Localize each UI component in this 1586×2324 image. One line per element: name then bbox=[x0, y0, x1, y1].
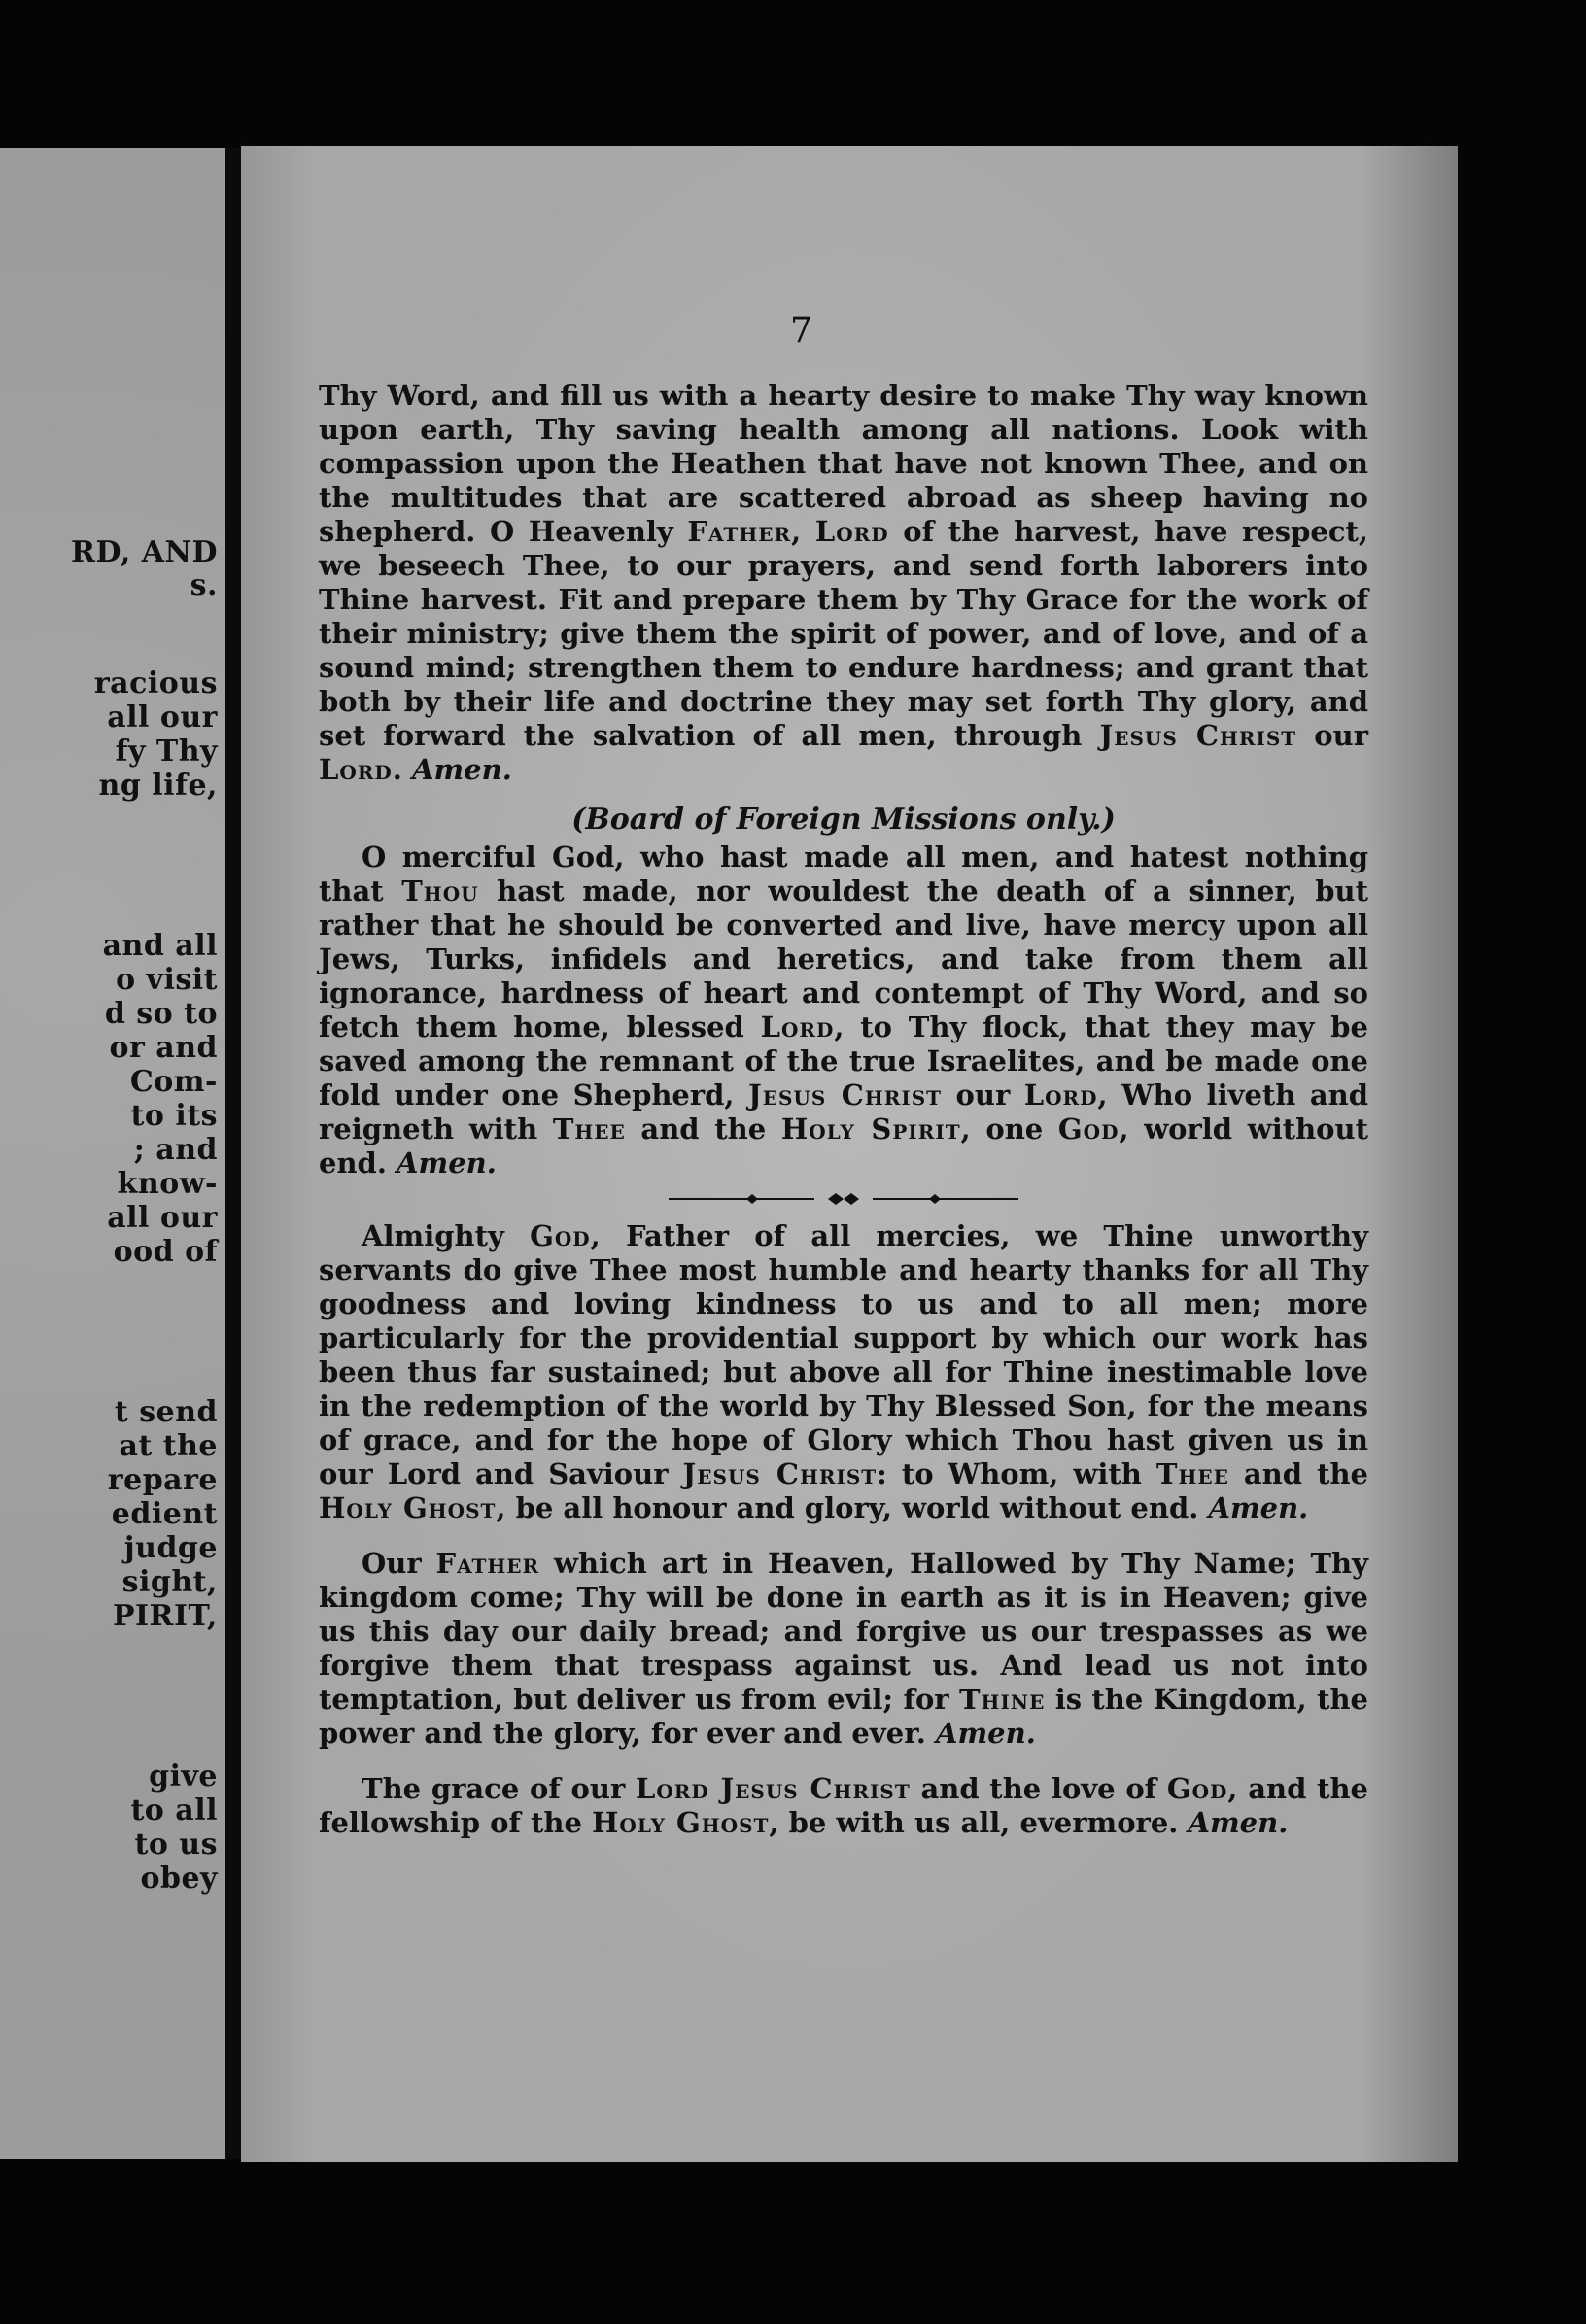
left-fragment: edient bbox=[111, 1497, 218, 1531]
amen-text: Amen. bbox=[1208, 1491, 1309, 1524]
left-fragment: RD, AND bbox=[71, 535, 218, 569]
left-fragment: ng life, bbox=[98, 769, 218, 803]
left-fragment: judge bbox=[123, 1531, 218, 1565]
left-fragment: to all bbox=[130, 1794, 218, 1828]
left-fragment: Com- bbox=[129, 1065, 218, 1099]
left-fragment: t send bbox=[114, 1395, 218, 1429]
left-fragment: d so to bbox=[104, 997, 218, 1031]
left-fragment: or and bbox=[109, 1031, 218, 1065]
left-fragment: to its bbox=[130, 1099, 218, 1133]
left-fragment: sight, bbox=[121, 1565, 218, 1599]
left-fragment: s. bbox=[190, 568, 218, 602]
general-thanksgiving: Almighty God, Father of all mercies, we Thine unworthy servants do give Thee most humble and hearty thanks for all Thy goodness and loving kindness to us and to all men; more particularly for the providential support by which our work has been thus far sustained; but above all for Thine inestimable love in the redemption of the world by Thy Blessed Son, for the means of grace, and for the hope of Glory which Thou hast given us in our Lord and Saviour Jesus Christ: to Whom, with Thee and the Holy Ghost, be all honour and glory, world without end. Amen. bbox=[319, 1219, 1368, 1524]
left-fragment: know- bbox=[117, 1167, 218, 1201]
lords-prayer: Our Father which art in Heaven, Hallowed by Thy Name; Thy kingdom come; Thy will be done in earth as it is in Heaven; give us this day our daily bread; and forgive us our trespasses as we forgive them that trespass against us. And lead us not into temptation, but deliver us from evil; for Thine is the Kingdom, the power and the glory, for ever and ever. Amen. bbox=[319, 1547, 1369, 1750]
left-fragment: obey bbox=[140, 1862, 218, 1896]
left-fragment: racious bbox=[93, 666, 218, 701]
book-spine-gutter bbox=[225, 148, 241, 2159]
right-page bbox=[241, 146, 1458, 2162]
amen-text: Amen. bbox=[1188, 1806, 1289, 1839]
left-fragment: give bbox=[149, 1760, 218, 1794]
left-fragment: to us bbox=[134, 1828, 218, 1862]
left-fragment: ; and bbox=[133, 1133, 218, 1167]
prayer-for-unbelievers: O merciful God, who hast made all men, and hatest nothing that Thou hast made, nor wouldest the death of a sinner, but rather that he should be converted and live, have mercy upon all Jews, Turks, infidels and heretics, and take from them all ignorance, hardness of heart and contempt of Thy Word, and so fetch them home, blessed Lord, to Thy flock, that they may be saved among the remnant of the true Israelites, and be made one fold under one Shepherd, Jesus Christ our Lord, Who liveth and reigneth with Thee and the Holy Spirit, one God, world without end. Amen. bbox=[319, 840, 1369, 1179]
left-fragment: all our bbox=[107, 1201, 218, 1235]
prayer-for-missions: Thy Word, and fill us with a hearty desire to make Thy way known upon earth, Thy saving health among all nations. Look with compassion upon the Heathen that have not known Thee, and on the multitudes that are scattered abroad as sheep having no shepherd. O Heavenly Father, Lord of the harvest, have respect, we beseech Thee, to our prayers, and send forth laborers into Thine harvest. Fit and prepare them by Thy Grace for the work of their ministry; give them the spirit of power, and of love, and of a sound mind; strengthen them to endure hardness; and grant that both by their life and doctrine they may set forth Thy glory, and set forward the salvation of all men, through Jesus Christ our Lord. Amen. bbox=[319, 379, 1369, 786]
left-fragment: o visit bbox=[116, 963, 218, 997]
the-grace: The grace of our Lord Jesus Christ and the love of God, and the fellowship of the Holy Ghost, be with us all, evermore. Amen. bbox=[319, 1772, 1369, 1839]
left-fragment: repare bbox=[107, 1463, 218, 1497]
left-fragment: ood of bbox=[113, 1235, 218, 1269]
left-fragment: and all bbox=[102, 929, 218, 963]
amen-text: Amen. bbox=[411, 753, 512, 786]
left-fragment: PIRIT, bbox=[112, 1599, 218, 1633]
amen-text: Amen. bbox=[396, 1146, 497, 1179]
section-heading: (Board of Foreign Missions only.) bbox=[571, 803, 1116, 837]
left-fragment: at the bbox=[119, 1429, 218, 1463]
left-fragment: all our bbox=[107, 701, 218, 735]
page-number: 7 bbox=[790, 311, 812, 351]
left-facing-page bbox=[0, 148, 225, 2159]
amen-text: Amen. bbox=[936, 1717, 1036, 1750]
ornamental-divider bbox=[669, 1192, 1018, 1206]
page-text-block bbox=[319, 379, 1368, 1840]
left-fragment: fy Thy bbox=[115, 735, 218, 769]
